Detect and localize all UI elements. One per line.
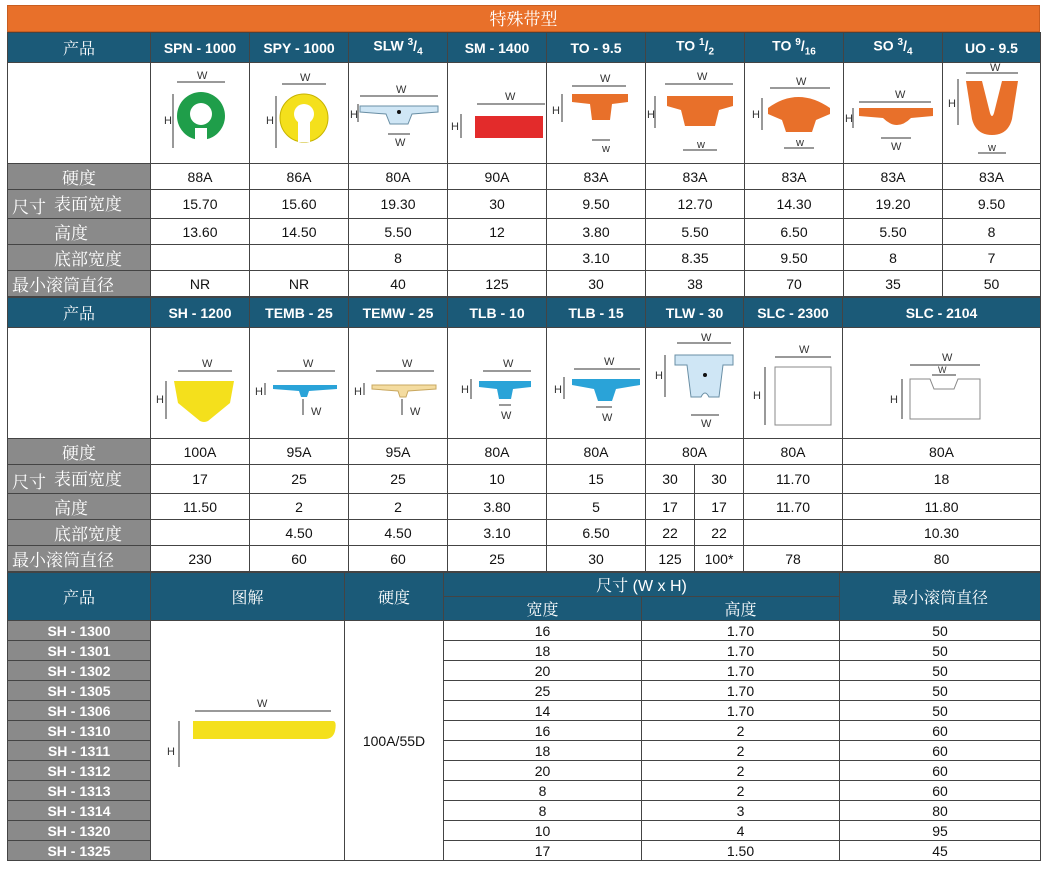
sh-13xx-h-label: H	[166, 745, 175, 758]
diagram-temw-25	[349, 328, 448, 439]
t1-height-cell: 8	[943, 219, 1041, 245]
t3-roller-cell: 50	[840, 661, 1041, 681]
t3-product-cell: SH - 1301	[8, 641, 151, 661]
t2-roller-label: 最小滚筒直径	[8, 546, 151, 572]
table-special-belts-2	[7, 297, 1041, 572]
t3-height-cell: 1.70	[642, 661, 840, 681]
t2-product-1: TEMB - 25	[250, 298, 349, 328]
t2-height-cell: 3.80	[448, 494, 547, 520]
t3-width-cell: 8	[444, 781, 642, 801]
t2-base-cell: 10.30	[843, 520, 1041, 546]
t2-header-row	[8, 298, 1041, 328]
svg-text:W: W	[505, 91, 516, 103]
diagram-slw	[349, 63, 448, 164]
svg-text:w: w	[987, 142, 996, 154]
t1-height-cell: 14.50	[250, 219, 349, 245]
svg-text:W: W	[937, 365, 946, 376]
svg-text:W: W	[503, 358, 514, 371]
t2-base-cell	[151, 520, 250, 546]
t2-surface-cell: 30	[695, 465, 744, 494]
diagram-tlw-30	[646, 328, 744, 439]
t3-product-cell: SH - 1306	[8, 701, 151, 721]
t3-height-cell: 2	[642, 741, 840, 761]
svg-text:W: W	[895, 89, 906, 101]
t1-base-label: 底部宽度	[8, 245, 151, 271]
t3-product-cell: SH - 1302	[8, 661, 151, 681]
t2-hardness-cell: 80A	[448, 439, 547, 465]
t1-hardness-cell: 83A	[547, 164, 646, 190]
diagram-to-916	[745, 63, 844, 164]
t3-width-cell: 8	[444, 801, 642, 821]
t2-product-2: TEMW - 25	[349, 298, 448, 328]
t2-surface-cell: 30	[646, 465, 695, 494]
sm-profile-icon	[449, 68, 545, 158]
t3-diagram-label: 图解	[151, 573, 345, 621]
t2-hardness-cell: 95A	[349, 439, 448, 465]
t1-height-label: 高度	[8, 219, 151, 245]
t3-width-label: 宽度	[444, 597, 642, 621]
svg-text:W: W	[700, 332, 711, 345]
t3-width-cell: 16	[444, 621, 642, 641]
diagram-sh-1200	[151, 328, 250, 439]
t2-base-cell: 6.50	[547, 520, 646, 546]
t3-roller-label: 最小滚筒直径	[840, 573, 1041, 621]
so-34-profile-icon	[845, 68, 941, 158]
t1-surface-cell: 19.20	[844, 190, 943, 219]
t1-header-row	[8, 33, 1041, 63]
t3-height-cell: 2	[642, 721, 840, 741]
tlb-10-profile-icon	[449, 335, 545, 431]
t2-base-cell	[744, 520, 843, 546]
to-12-profile-icon	[647, 68, 743, 158]
t1-base-cell	[151, 245, 250, 271]
t3-roller-cell: 60	[840, 721, 1041, 741]
t2-surface-cell: 10	[448, 465, 547, 494]
svg-text:W: W	[799, 344, 810, 357]
table-special-belts-1	[7, 32, 1041, 297]
t2-product-4: TLB - 15	[547, 298, 646, 328]
t1-base-cell: 7	[943, 245, 1041, 271]
t1-hardness-cell: 83A	[943, 164, 1041, 190]
t2-diagram-label: 图解	[8, 328, 151, 439]
t3-height-cell: 3	[642, 801, 840, 821]
svg-text:W: W	[311, 406, 322, 419]
t2-hardness-cell: 100A	[151, 439, 250, 465]
t3-product-cell: SH - 1312	[8, 761, 151, 781]
t1-surface-cell: 12.70	[646, 190, 745, 219]
t2-height-cell: 11.50	[151, 494, 250, 520]
t2-surface-row	[8, 465, 1041, 494]
t1-surface-row	[8, 190, 1041, 219]
svg-text:W: W	[501, 410, 512, 423]
slw-profile-icon	[350, 68, 446, 158]
t1-hardness-row	[8, 164, 1041, 190]
svg-text:H: H	[461, 384, 469, 397]
svg-text:W: W	[402, 358, 413, 371]
svg-text:W: W	[891, 141, 902, 153]
t1-hardness-cell: 83A	[646, 164, 745, 190]
t2-hardness-row	[8, 439, 1041, 465]
diagram-temb-25	[250, 328, 349, 439]
t2-roller-cell: 60	[250, 546, 349, 572]
t3-size-label: 尺寸 (W x H)	[444, 573, 840, 597]
t3-height-cell: 1.70	[642, 641, 840, 661]
svg-text:W: W	[796, 76, 807, 88]
t1-product-3: SM - 1400	[448, 33, 547, 63]
diagram-sh-13xx	[151, 621, 345, 861]
t2-base-row	[8, 520, 1041, 546]
t1-base-cell	[448, 245, 547, 271]
t2-base-label: 底部宽度	[8, 520, 151, 546]
t2-surface-label: 表面宽度	[54, 470, 122, 490]
sh-1200-profile-icon	[152, 335, 248, 431]
svg-text:W: W	[602, 412, 613, 425]
t3-roller-cell: 60	[840, 761, 1041, 781]
t3-width-cell: 10	[444, 821, 642, 841]
t2-base-cell: 4.50	[250, 520, 349, 546]
t3-height-label: 高度	[642, 597, 840, 621]
t3-product-cell: SH - 1300	[8, 621, 151, 641]
table-row	[8, 621, 1041, 641]
svg-text:H: H	[156, 394, 164, 407]
svg-text:H: H	[654, 370, 663, 383]
table-sh-13xx	[7, 572, 1041, 861]
t2-product-0: SH - 1200	[151, 298, 250, 328]
svg-text:W: W	[202, 358, 213, 371]
t3-height-cell: 1.70	[642, 701, 840, 721]
t1-roller-cell: NR	[250, 271, 349, 297]
t2-base-cell: 22	[695, 520, 744, 546]
t2-product-7: SLC - 2104	[843, 298, 1041, 328]
sh-13xx-profile-icon	[153, 691, 343, 791]
spy-profile-icon	[254, 68, 344, 158]
svg-text:H: H	[752, 109, 760, 121]
t1-roller-cell: 125	[448, 271, 547, 297]
t3-product-cell: SH - 1311	[8, 741, 151, 761]
diagram-tlb-10	[448, 328, 547, 439]
t2-height-cell: 11.80	[843, 494, 1041, 520]
t1-height-row	[8, 219, 1041, 245]
t1-hardness-cell: 86A	[250, 164, 349, 190]
t1-surface-label: 表面宽度	[54, 195, 122, 214]
t1-product-0: SPN - 1000	[151, 33, 250, 63]
svg-text:H: H	[451, 121, 459, 133]
t2-hardness-cell: 80A	[547, 439, 646, 465]
t1-roller-cell: 40	[349, 271, 448, 297]
t1-roller-cell: 30	[547, 271, 646, 297]
tlb-15-profile-icon	[548, 335, 644, 431]
t3-roller-cell: 80	[840, 801, 1041, 821]
t1-roller-cell: 70	[745, 271, 844, 297]
svg-text:W: W	[303, 358, 314, 371]
t2-product-3: TLB - 10	[448, 298, 547, 328]
t1-product-2: SLW $^3/_4$	[349, 33, 448, 63]
svg-text:H: H	[552, 105, 560, 117]
t3-roller-cell: 45	[840, 841, 1041, 861]
t3-width-cell: 17	[444, 841, 642, 861]
t1-roller-cell: NR	[151, 271, 250, 297]
t2-roller-cell: 25	[448, 546, 547, 572]
diagram-so-34	[844, 63, 943, 164]
t3-width-cell: 18	[444, 741, 642, 761]
svg-text:H: H	[554, 384, 562, 397]
t1-base-cell: 8	[349, 245, 448, 271]
svg-text:w: w	[697, 139, 705, 151]
t1-height-cell: 12	[448, 219, 547, 245]
svg-text:w: w	[796, 137, 804, 149]
svg-text:H: H	[354, 386, 362, 399]
t3-roller-cell: 50	[840, 621, 1041, 641]
t2-hardness-label: 硬度	[8, 439, 151, 465]
t1-product-5: TO $^1/_2$	[646, 33, 745, 63]
t1-height-cell: 5.50	[646, 219, 745, 245]
t2-surface-cell: 25	[349, 465, 448, 494]
svg-text:W: W	[604, 356, 615, 369]
t3-roller-cell: 60	[840, 741, 1041, 761]
t3-height-cell: 1.70	[642, 681, 840, 701]
t2-product-6: SLC - 2300	[744, 298, 843, 328]
t3-header-row-1	[8, 573, 1041, 597]
t3-height-cell: 4	[642, 821, 840, 841]
t1-height-cell: 6.50	[745, 219, 844, 245]
sh-13xx-w-label: W	[256, 697, 267, 710]
diagram-uo-95	[943, 63, 1041, 164]
svg-text:H: H	[164, 115, 172, 127]
t1-hardness-cell: 90A	[448, 164, 547, 190]
svg-text:W: W	[697, 71, 708, 83]
svg-text:H: H	[947, 98, 956, 110]
t2-height-cell: 2	[349, 494, 448, 520]
t2-diagram-row	[8, 328, 1041, 439]
t1-size-label: 尺寸	[12, 198, 46, 218]
svg-text:H: H	[889, 394, 898, 407]
svg-text:W: W	[395, 137, 406, 149]
svg-text:W: W	[989, 63, 1000, 74]
t3-height-cell: 1.70	[642, 621, 840, 641]
t1-product-6: TO $^9/_{16}$	[745, 33, 844, 63]
t1-surface-cell: 14.30	[745, 190, 844, 219]
t1-diagram-label: 图解	[8, 63, 151, 164]
t3-height-cell: 2	[642, 781, 840, 801]
t1-surface-cell: 15.70	[151, 190, 250, 219]
t2-surface-cell: 11.70	[744, 465, 843, 494]
t1-surface-cell: 15.60	[250, 190, 349, 219]
diagram-slc-2104	[843, 328, 1041, 439]
t3-product-label: 产品	[8, 573, 151, 621]
temb-25-profile-icon	[251, 335, 347, 431]
t2-product-5: TLW - 30	[646, 298, 744, 328]
t3-width-cell: 16	[444, 721, 642, 741]
t1-product-1: SPY - 1000	[250, 33, 349, 63]
t2-height-row	[8, 494, 1041, 520]
t1-hardness-cell: 83A	[844, 164, 943, 190]
svg-text:H: H	[266, 115, 274, 127]
diagram-tlb-15	[547, 328, 646, 439]
t2-surface-cell: 18	[843, 465, 1041, 494]
t1-diagram-row	[8, 63, 1041, 164]
svg-text:W: W	[396, 84, 407, 96]
slc-2104-profile-icon	[882, 335, 1002, 431]
svg-text:W: W	[300, 72, 311, 84]
t3-product-cell: SH - 1320	[8, 821, 151, 841]
svg-text:W: W	[600, 73, 611, 85]
diagram-spn	[151, 63, 250, 164]
t1-hardness-cell: 80A	[349, 164, 448, 190]
t2-height-cell: 2	[250, 494, 349, 520]
t2-height-cell: 5	[547, 494, 646, 520]
t2-base-cell: 3.10	[448, 520, 547, 546]
t2-height-cell: 17	[646, 494, 695, 520]
t2-height-cell: 17	[695, 494, 744, 520]
t1-surface-cell: 19.30	[349, 190, 448, 219]
t1-base-cell: 9.50	[745, 245, 844, 271]
t3-product-cell: SH - 1325	[8, 841, 151, 861]
t3-width-cell: 20	[444, 661, 642, 681]
t3-product-cell: SH - 1314	[8, 801, 151, 821]
t2-roller-cell: 230	[151, 546, 250, 572]
t2-hardness-cell: 95A	[250, 439, 349, 465]
t1-height-cell: 5.50	[844, 219, 943, 245]
t1-base-cell	[250, 245, 349, 271]
t1-base-cell: 3.10	[547, 245, 646, 271]
t3-width-cell: 20	[444, 761, 642, 781]
t2-height-label: 高度	[8, 494, 151, 520]
t3-product-cell: SH - 1305	[8, 681, 151, 701]
t2-hardness-cell: 80A	[744, 439, 843, 465]
svg-text:H: H	[350, 109, 358, 121]
svg-text:H: H	[255, 386, 263, 399]
svg-text:W: W	[941, 352, 952, 365]
t1-product-7: SO $^3/_4$	[844, 33, 943, 63]
t1-roller-cell: 35	[844, 271, 943, 297]
t3-width-cell: 18	[444, 641, 642, 661]
t1-roller-row	[8, 271, 1041, 297]
temw-25-profile-icon	[350, 335, 446, 431]
t1-hardness-cell: 83A	[745, 164, 844, 190]
t2-height-cell: 11.70	[744, 494, 843, 520]
t1-surface-cell: 9.50	[547, 190, 646, 219]
svg-text:W: W	[410, 406, 421, 419]
t1-product-8: UO - 9.5	[943, 33, 1041, 63]
t2-product-label: 产品	[8, 298, 151, 328]
diagram-spy	[250, 63, 349, 164]
t3-height-cell: 2	[642, 761, 840, 781]
diagram-to-12	[646, 63, 745, 164]
t1-hardness-cell: 88A	[151, 164, 250, 190]
t3-hardness-cell: 100A/55D	[345, 621, 444, 861]
svg-text:H: H	[753, 390, 761, 403]
t1-base-cell: 8.35	[646, 245, 745, 271]
t2-roller-cell: 30	[547, 546, 646, 572]
t2-roller-cell: 100*	[695, 546, 744, 572]
t3-height-cell: 1.50	[642, 841, 840, 861]
diagram-to-95	[547, 63, 646, 164]
t3-product-cell: SH - 1313	[8, 781, 151, 801]
tlw-30-profile-icon	[647, 331, 743, 435]
t2-surface-cell: 17	[151, 465, 250, 494]
t3-width-cell: 25	[444, 681, 642, 701]
svg-text:W: W	[700, 418, 711, 431]
t3-roller-cell: 50	[840, 701, 1041, 721]
t2-hardness-cell: 80A	[646, 439, 744, 465]
t1-base-cell: 8	[844, 245, 943, 271]
t2-roller-cell: 80	[843, 546, 1041, 572]
t3-product-cell: SH - 1310	[8, 721, 151, 741]
t2-hardness-cell: 80A	[843, 439, 1041, 465]
to-916-profile-icon	[746, 68, 842, 158]
t2-surface-cell: 25	[250, 465, 349, 494]
t1-height-cell: 3.80	[547, 219, 646, 245]
t2-roller-cell: 60	[349, 546, 448, 572]
page-title: 特殊带型	[7, 5, 1040, 32]
t1-roller-label: 最小滚筒直径	[8, 271, 151, 297]
t1-height-cell: 13.60	[151, 219, 250, 245]
t1-roller-cell: 50	[943, 271, 1041, 297]
t1-product-4: TO - 9.5	[547, 33, 646, 63]
svg-text:w: w	[602, 143, 610, 155]
t2-base-cell: 22	[646, 520, 695, 546]
t1-roller-cell: 38	[646, 271, 745, 297]
t1-hardness-label: 硬度	[8, 164, 151, 190]
t2-surface-cell: 15	[547, 465, 646, 494]
t2-roller-cell: 125	[646, 546, 695, 572]
t1-surface-cell: 9.50	[943, 190, 1041, 219]
svg-text:H: H	[647, 109, 655, 121]
uo-95-profile-icon	[944, 63, 1040, 163]
t2-roller-row	[8, 546, 1041, 572]
to-95-profile-icon	[548, 68, 644, 158]
diagram-slc-2300	[744, 328, 843, 439]
t2-base-cell: 4.50	[349, 520, 448, 546]
t1-product-label: 产品	[8, 33, 151, 63]
t3-roller-cell: 95	[840, 821, 1041, 841]
t1-height-cell: 5.50	[349, 219, 448, 245]
t2-size-group	[8, 465, 151, 494]
svg-text:H: H	[845, 113, 853, 125]
svg-text:W: W	[197, 70, 208, 82]
diagram-sm	[448, 63, 547, 164]
t3-roller-cell: 50	[840, 681, 1041, 701]
t2-size-label: 尺寸	[12, 473, 46, 493]
t3-hardness-label: 硬度	[345, 573, 444, 621]
t3-width-cell: 14	[444, 701, 642, 721]
t1-size-group	[8, 190, 151, 219]
t3-roller-cell: 60	[840, 781, 1041, 801]
spn-profile-icon	[155, 68, 245, 158]
t1-surface-cell: 30	[448, 190, 547, 219]
t2-roller-cell: 78	[744, 546, 843, 572]
slc-2300-profile-icon	[745, 335, 841, 431]
t1-base-row	[8, 245, 1041, 271]
t3-roller-cell: 50	[840, 641, 1041, 661]
